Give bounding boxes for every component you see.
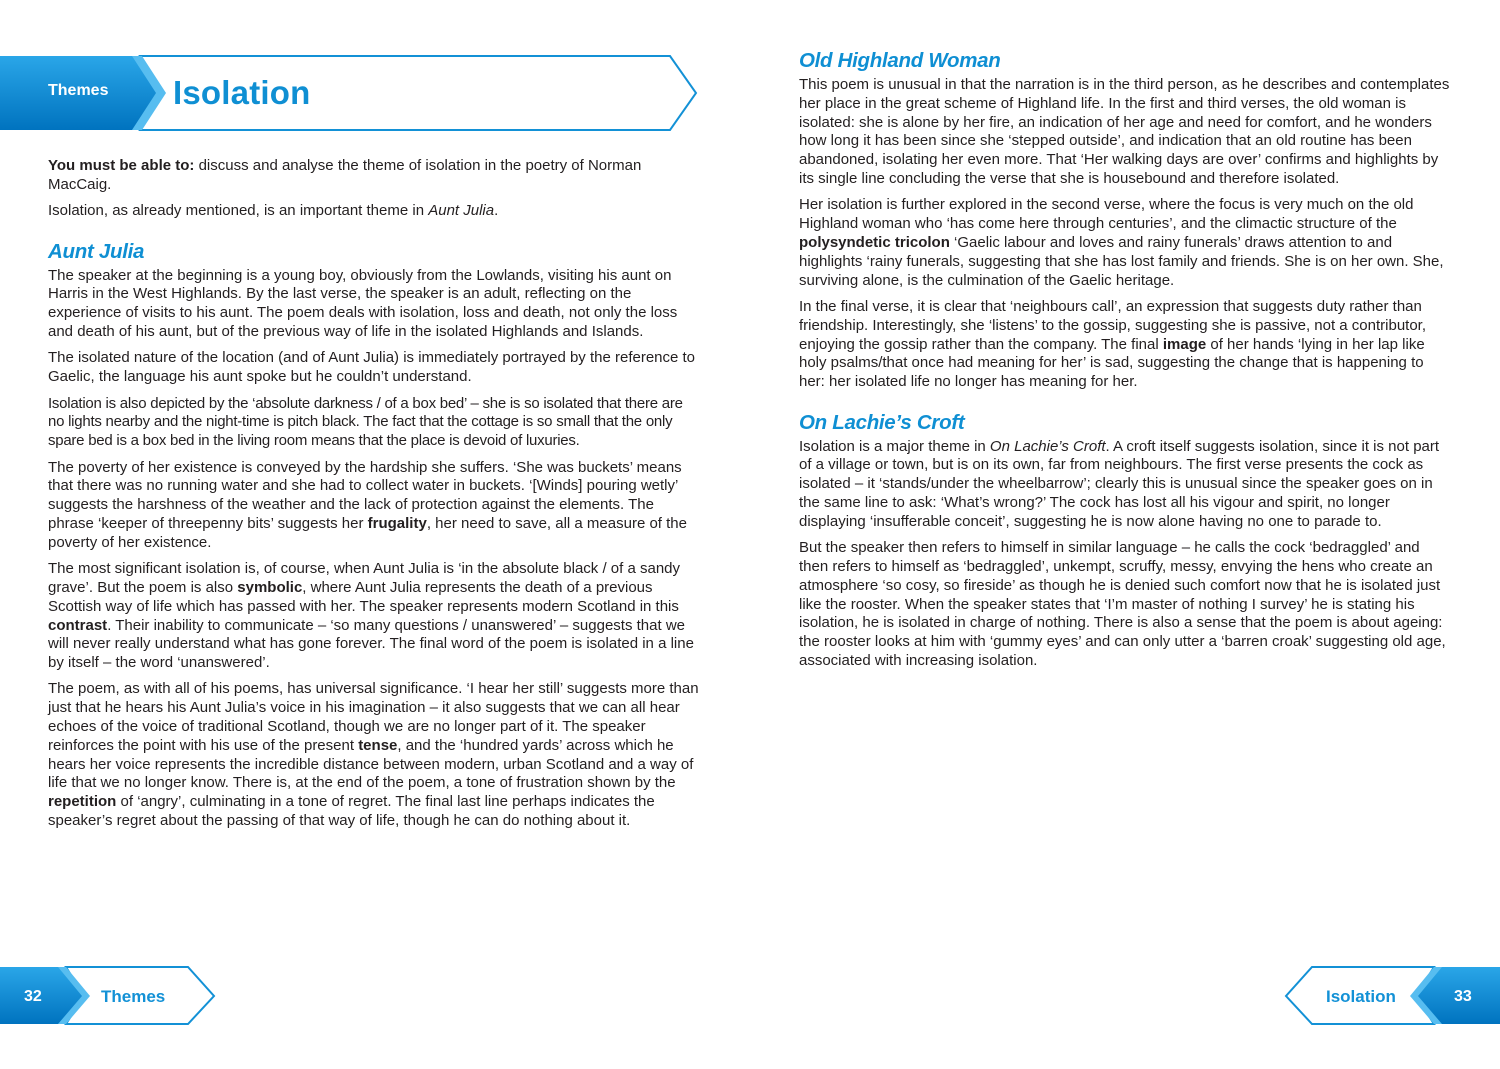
poem-title: On Lachie’s Croft <box>989 437 1106 455</box>
heading-on-lachies-croft: On Lachie’s Croft <box>799 410 965 434</box>
intro-paragraph <box>48 202 700 221</box>
text-run: of ‘angry’, culminating in a tone of regret. The final last line perhaps indicates the speaker’s regret about the passing of that way of life, though he can do nothing about it. <box>48 793 655 830</box>
heading-aunt-julia: Aunt Julia <box>48 239 145 263</box>
footer-section-label: Themes <box>101 987 166 1006</box>
keyword: repetition <box>48 793 117 811</box>
paragraph <box>48 560 700 673</box>
text-run: ‘Gaelic labour and loves and rainy funerals’ draws attention to and highlights ‘rainy funerals, suggesting that she has lost family and friends. She is on her own. She, surviving alone, is the culmination of the Gaelic heritage. <box>799 233 1444 289</box>
text-run: of her hands ‘lying in her lap like holy psalms/that once had meaning for her’ is sad, suggesting the change that is happening to her: her isolated life no longer has meaning for her. <box>799 335 1425 391</box>
left-column <box>48 157 700 838</box>
keyword: contrast <box>48 616 108 634</box>
text-run: , where Aunt Julia represents the death of a previous Scottish way of life which has passed with her. The speaker represents modern Scotland in this <box>48 578 679 615</box>
paragraph <box>48 680 700 830</box>
paragraph: This poem is unusual in that the narration is in the third person, as he describes and contemplates her place in the great scheme of Highland life. In the first and third verses, the old woman is isolated: she is alone by her fire, an indication of her age and need for comfort, and he wonders how long it has been since she ‘stepped outside’, and indication that an old routine has been abandoned, isolating her even more. That ‘Her walking days are over’ confirms and highlights by its single line concluding the verse that she is housebound and therefore isolated. <box>799 76 1450 187</box>
learning-objective-text: discuss and analyse the theme of isolation in the poetry of Norman MacCaig. <box>48 157 642 193</box>
paragraph: Isolation is also depicted by the ‘absolute darkness / of a box bed’ – she is so isolated that there are no lights nearby and the night-time is pitch black. The fact that the cottage is so small that the only spare bed is a box bed in the living room means that the place is devoid of luxuries. <box>48 394 683 450</box>
page-number-left: 32 <box>24 988 42 1005</box>
text-run: . <box>494 202 499 220</box>
header-banner <box>0 0 700 140</box>
header-section-label: Themes <box>48 82 109 99</box>
keyword: tense <box>358 736 398 754</box>
keyword: polysyndetic tricolon <box>799 233 950 251</box>
text-run: Her isolation is further explored in the second verse, where the focus is very much on the old Highland woman who ‘has come here through centuries’, and the climactic structure of the <box>799 196 1414 233</box>
keyword: symbolic <box>237 578 303 596</box>
text-run: The poverty of her existence is conveyed by the hardship she suffers. ‘She was buckets’ means that there was no running water and she had to collect water in buckets. ‘[Winds] pouring wetly’ suggests the harshness of the weather and the lack of protection against the elements. The phrase ‘keeper of threepenny bits’ suggests her <box>48 458 682 532</box>
heading-old-highland-woman: Old Highland Woman <box>799 49 1001 72</box>
learning-objective-label: You must be able to: <box>48 157 195 174</box>
page-title: Isolation <box>173 74 311 111</box>
spacer <box>799 400 1451 410</box>
paragraph: But the speaker then refers to himself in similar language – he calls the cock ‘bedraggled’ and then refers to himself as ‘bedraggled’, unkempt, scruffy, messy, envying the hens who create an atmosphere ‘so cosy, so fireside’ as though he is denied such comfort now that he is isolated just like the rooster. When the speaker states that ‘I’m master of nothing I survey’ he is stating his isolation, he is isolated in charge of nothing. There is also a sense that the poem is about ageing: the rooster looks at him with ‘gummy eyes’ and can only utter a ‘barren croak’ suggesting old age, associated with increasing isolation. <box>799 539 1446 669</box>
poem-title: Aunt Julia <box>428 202 495 220</box>
learning-objective <box>48 157 700 195</box>
text-run: . A croft itself suggests isolation, since it is not part of a village or town, but is on its own, far from neighbours. The first verse presents the cock as isolated – it ‘stands/under the wheelbarrow’; clearly this is unusual since the speaker goes on in the same line to ask: ‘What’s wrong?’ The cock has lost all his vigour and spirit, no longer displaying ‘insufferable conceit’, suggesting he is now alone having no one to parade to. <box>799 437 1440 530</box>
paragraph <box>799 298 1451 392</box>
text-run: , her need to save, all a measure of the poverty of her existence. <box>48 514 687 551</box>
keyword: frugality <box>367 514 427 532</box>
keyword: image <box>1162 335 1207 353</box>
text-run: . Their inability to communicate – ‘so many questions / unanswered’ – suggests that we will never really understand what has gone forever. The final word of the poem is isolated in a line by itself – the word ‘unanswered’. <box>48 616 694 672</box>
text-run: , and the ‘hundred yards’ across which he hears her voice represents the incredible distance between modern, urban Scotland and a way of life that we no longer know. There is, at the end of the poem, a tone of frustration shown by the <box>48 736 694 792</box>
text-run: Isolation, as already mentioned, is an important theme in <box>48 202 429 220</box>
paragraph <box>799 438 1451 532</box>
text-run: The most significant isolation is, of course, when Aunt Julia is ‘in the absolute black / of a sandy grave’. But the poem is also <box>48 560 681 596</box>
paragraph: The speaker at the beginning is a young boy, obviously from the Lowlands, visiting his aunt on Harris in the West Highlands. By the last verse, the speaker is an adult, reflecting on the experience of visits to his aunt. The poem deals with isolation, loss and death, not only the loss and death of his aunt, but of the previous way of life in the isolated Highlands and Islands. <box>48 266 678 340</box>
paragraph: The isolated nature of the location (and of Aunt Julia) is immediately portrayed by the reference to Gaelic, the language his aunt spoke but he couldn’t understand. <box>48 349 696 386</box>
paragraph <box>799 196 1451 290</box>
page-number-right: 33 <box>1454 988 1472 1005</box>
spacer <box>48 229 700 239</box>
text-run: Isolation is a major theme in <box>799 437 990 455</box>
right-column <box>799 48 1451 678</box>
text-run: The poem, as with all of his poems, has universal significance. ‘I hear her still’ suggests more than just that he hears his Aunt Julia’s voice in his imagination – it also suggests that we can all hear echoes of the voice of traditional Scotland, though we are no longer part of it. The speaker reinforces the point with his use of the present <box>48 680 699 754</box>
footer-chapter-label: Isolation <box>1326 987 1396 1006</box>
text-run: In the final verse, it is clear that ‘neighbours call’, an expression that suggests duty rather than friendship. Interestingly, she ‘listens’ to the gossip, suggesting she is passive, not a contributor, enjoying the gossip rather than the company. The final <box>799 297 1427 353</box>
paragraph <box>48 459 700 553</box>
